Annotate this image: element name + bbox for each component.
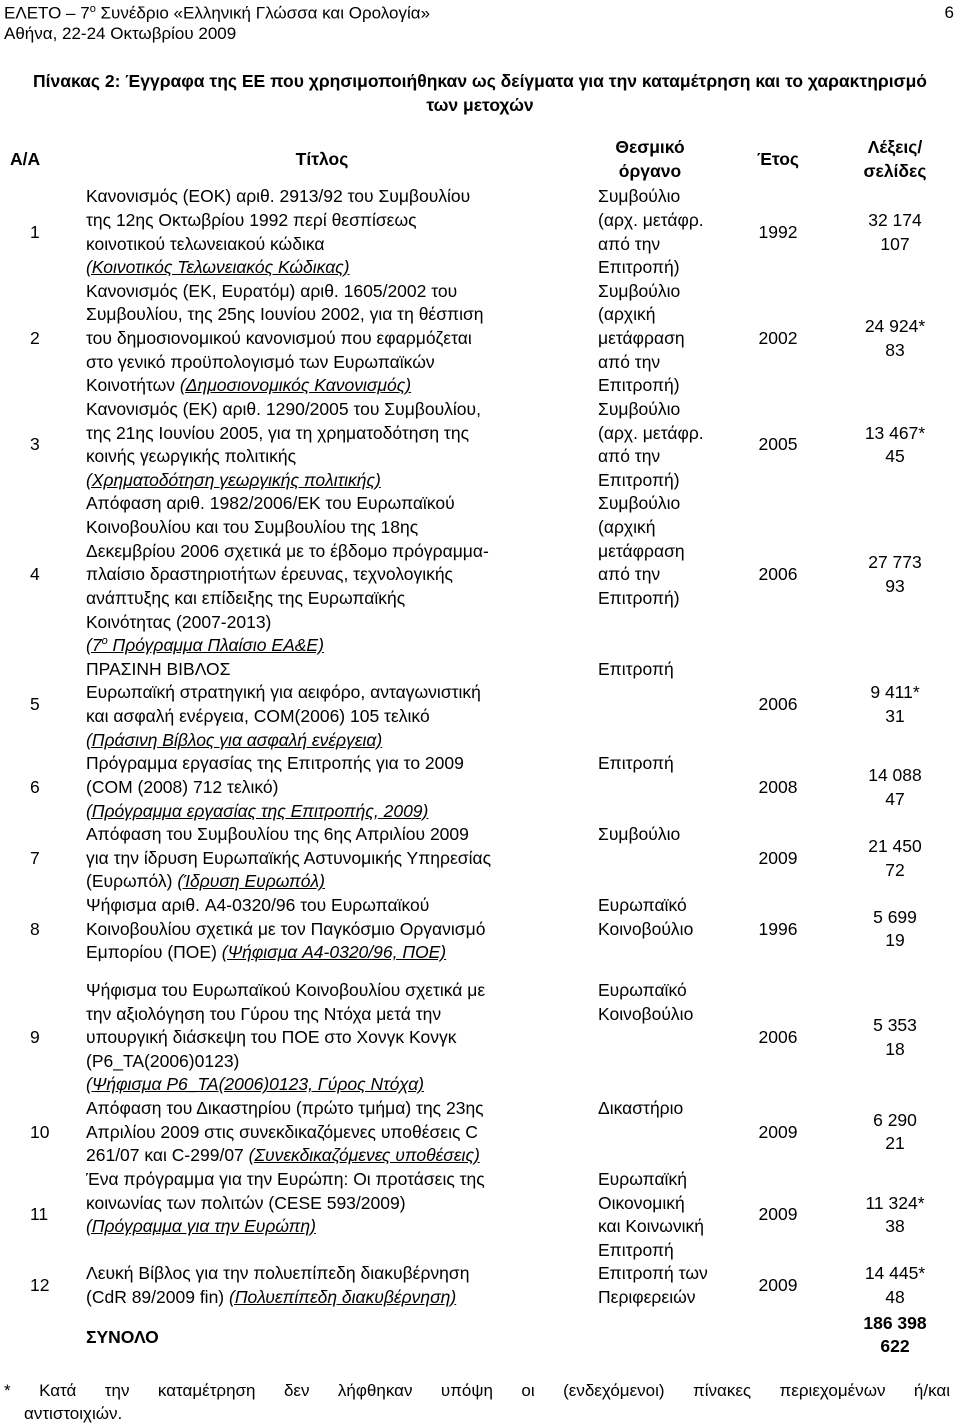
institution: Επιτροπή των Περιφερειών: [598, 1263, 708, 1307]
total-row: [4, 1310, 956, 1359]
year: 2009: [758, 1204, 798, 1225]
table-row: [4, 1097, 956, 1168]
conference-title: ΕΛΕΤΟ – $7^o$ Συνέδριο «Ελληνική Γλώσσα και Ορολογία»: [4, 3, 431, 23]
page-number: 6: [944, 3, 954, 22]
row-number: 8: [30, 918, 40, 939]
document-title: Κανονισμός (ΕΚ, Ευρατόμ) αριθ. 1605/2002 του Συμβουλίου, της 25ης Ιουνίου 2002, για τη θέσπιση του δημοσιονομικού κανονισμού που εφαρμόζεται στο γενικό προϋπολογισμό των Ευρωπαϊκών Κοινοτήτων (Δημοσιονομικός Κανονισμός): [86, 280, 484, 396]
documents-table: [4, 136, 956, 1359]
row-number: 12: [30, 1275, 50, 1296]
document-title: Απόφαση του Συμβουλίου της 6ης Απριλίου 2009 για την ίδρυση Ευρωπαϊκής Αστυνομικής Υπηρεσίας (Ευρωπόλ) (Ίδρυση Ευρωπόλ): [86, 824, 492, 892]
table-row: [4, 185, 956, 280]
document-title: Πρόγραμμα εργασίας της Επιτροπής για το 2009 (COM (2008) 712 τελικό) (Πρόγραμμα εργασίας της Επιτροπής, 2009): [86, 753, 464, 821]
footnote: * Κατά την καταμέτρηση δεν λήφθηκαν υπόψη οι (ενδεχόμενοι) πίνακες περιεχομένων ή/και: [4, 1381, 950, 1400]
words-pages: 27 773 93: [868, 552, 922, 597]
footnote-continuation: αντιστοιχιών.: [24, 1404, 123, 1423]
words-pages: 6 290 21: [873, 1109, 917, 1154]
conference-venue-date: Αθήνα, 22-24 Οκτωβρίου 2009: [4, 24, 237, 43]
document-title: Ένα πρόγραμμα για την Ευρώπη: Οι προτάσεις της κοινωνίας των πολιτών (CESE 593/2009) (Πρόγραμμα για την Ευρώπη): [86, 1168, 485, 1237]
row-number: 11: [30, 1204, 49, 1225]
institution: Συμβούλιο (αρχ. μετάφρ. από την Επιτροπή): [598, 398, 704, 490]
table-row: [4, 979, 956, 1097]
words-pages: 5 699 19: [873, 906, 917, 951]
table-row: [4, 823, 956, 894]
row-number: 5: [30, 694, 40, 715]
document-title: Ψήφισμα του Ευρωπαϊκού Κοινοβουλίου σχετικά με την αξιολόγηση του Γύρου της Ντόχα μετά την υπουργική διάσκεψη του ΠΟΕ στο Χονγκ Κονγκ (P6_TA(2006)0123) (Ψήφισμα P6_TA(2006)0123, Γύρος Ντόχα): [86, 979, 486, 1095]
column-header-words-pages: Λέξεις/ σελίδες: [863, 137, 927, 181]
words-pages: 21 450 72: [868, 835, 922, 880]
year: 2005: [758, 434, 798, 455]
institution: Ευρωπαϊκό Κοινοβούλιο: [598, 979, 694, 1024]
table-row: [4, 398, 956, 493]
document-title: Κανονισμός (ΕΟΚ) αριθ. 2913/92 του Συμβουλίου της 12ης Οκτωβρίου 1992 περί θεσπίσεως κοινοτικού τελωνειακού κώδικα (Κοινοτικός Τελωνειακός Κώδικας): [86, 186, 471, 278]
table-row: [4, 894, 956, 965]
column-header-aa: Α/Α: [10, 148, 41, 169]
running-header: [4, 2, 954, 46]
institution: Δικαστήριο: [598, 1098, 684, 1118]
institution: Συμβούλιο (αρχική μετάφραση από την Επιτροπή): [598, 280, 685, 396]
institution: Ευρωπαϊκή Οικονομική και Κοινωνική Επιτροπή: [598, 1168, 705, 1260]
document-title: ΠΡΑΣΙΝΗ ΒΙΒΛΟΣ Ευρωπαϊκή στρατηγική για αειφόρο, ανταγωνιστική και ασφαλή ενέργεια, COM(2006) 105 τελικό (Πράσινη Βίβλος για ασφαλή ενέργεια): [86, 658, 481, 750]
row-number: 7: [30, 847, 40, 868]
words-pages: 13 467* 45: [864, 422, 926, 467]
year: 2009: [758, 1121, 798, 1142]
year: 2006: [758, 694, 798, 715]
table-row: [4, 658, 956, 753]
row-number: 1: [30, 221, 40, 242]
table-row: [4, 1168, 956, 1263]
words-pages: 9 411* 31: [870, 682, 920, 726]
table-row: [4, 1262, 956, 1309]
institution: Συμβούλιο (αρχική μετάφραση από την Επιτροπή): [598, 493, 685, 608]
words-pages: 14 445* 48: [864, 1263, 926, 1307]
institution: Ευρωπαϊκό Κοινοβούλιο: [598, 895, 694, 939]
year: 1992: [758, 221, 798, 242]
institution: Επιτροπή: [598, 753, 674, 774]
year: 2006: [758, 1027, 798, 1048]
column-header-title: Τίτλος: [295, 148, 349, 169]
total-words-pages: 186 398 622: [863, 1312, 927, 1357]
row-number: 6: [30, 776, 40, 797]
institution: Συμβούλιο (αρχ. μετάφρ. από την Επιτροπή): [598, 186, 704, 278]
document-title: Κανονισμός (ΕΚ) αριθ. 1290/2005 του Συμβουλίου, της 21ης Ιουνίου 2005, για τη χρηματοδότηση της κοινής γεωργικής πολιτικής (Χρηματοδότηση γεωργικής πολιτικής): [86, 398, 481, 490]
document-title: Απόφαση αριθ. 1982/2006/ΕΚ του Ευρωπαϊκού Κοινοβουλίου και του Συμβουλίου της 18ης Δεκεμβρίου 2006 σχετικά με το έβδομο πρόγραμμα- πλαίσιο δραστηριοτήτων έρευνας, τεχνολογικής ανάπτυξης και επίδειξης της Ευρωπαϊκής Κοινότητας (2007-2013) ($7^o$ Πρόγραμμα Πλαίσιο ΕΑ&Ε): [86, 493, 489, 656]
words-pages: 14 088 47: [868, 765, 922, 809]
year: 2009: [758, 1275, 798, 1296]
row-spacer: [4, 965, 956, 979]
year: 2009: [758, 847, 798, 868]
words-pages: 11 324* 38: [865, 1192, 925, 1237]
table-row: [4, 492, 956, 657]
year: 2006: [758, 564, 798, 585]
document-title: Απόφαση του Δικαστηρίου (πρώτο τμήμα) της 23ης Απριλίου 2009 στις συνεκδικαζόμενες υποθέσεις C 261/07 και C-299/07 (Συνεκδικαζόμενες υποθέσεις): [86, 1098, 484, 1166]
row-number: 3: [30, 434, 40, 455]
institution: Επιτροπή: [598, 658, 674, 679]
column-header-institution: Θεσμικό όργανο: [615, 137, 685, 181]
row-number: 2: [30, 328, 40, 348]
table-caption: Πίνακας 2: Έγγραφα της ΕΕ που χρησιμοποιήθηκαν ως δείγματα για την καταμέτρηση και το χαρακτηρισμό των μετοχών: [33, 71, 927, 115]
table-header-row: [4, 136, 956, 185]
words-pages: 24 924* 83: [864, 316, 926, 360]
words-pages: 32 174 107: [868, 209, 922, 254]
total-label: ΣΥΝΟΛΟ: [86, 1327, 159, 1348]
words-pages: 5 353 18: [873, 1015, 917, 1059]
document-title: Λευκή Βίβλος για την πολυεπίπεδη διακυβέρνηση (CdR 89/2009 fin) (Πολυεπίπεδη διακυβέρνηση): [86, 1263, 470, 1307]
table-row: [4, 752, 956, 823]
year: 2008: [758, 776, 798, 797]
row-number: 4: [30, 564, 40, 585]
year: 1996: [758, 918, 798, 939]
column-header-year: Έτος: [756, 148, 800, 169]
row-number: 9: [30, 1027, 40, 1048]
institution: Συμβούλιο: [598, 824, 681, 845]
row-number: 10: [30, 1121, 50, 1142]
year: 2002: [758, 328, 798, 348]
table-row: [4, 280, 956, 398]
document-title: Ψήφισμα αριθ. A4-0320/96 του Ευρωπαϊκού Κοινοβουλίου σχετικά με τον Παγκόσμιο Οργανισμό Εμπορίου (ΠΟΕ) (Ψήφισμα A4-0320/96, ΠΟΕ): [86, 895, 486, 963]
